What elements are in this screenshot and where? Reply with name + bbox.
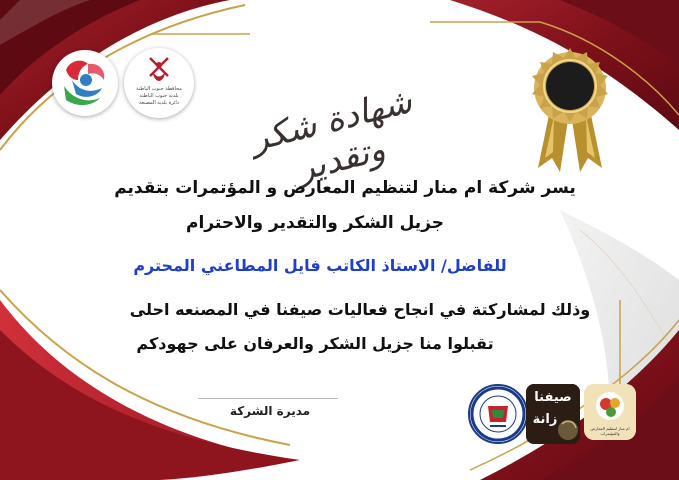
- municipality-logo: [124, 48, 194, 118]
- municipality-text-1: محافظة جنوب الباطنة: [136, 86, 182, 92]
- certificate-title: شهادة شكر وتقدير: [246, 81, 416, 190]
- saifna-text-1: صيفنا: [534, 390, 572, 405]
- club-emblem-icon: [470, 386, 526, 442]
- club-logo: [468, 384, 528, 444]
- health-hands-logo: [52, 50, 118, 116]
- recipient-line: للفاضل/ الاستاذ الكاتب فايل المطاعني المحترم: [133, 256, 507, 275]
- signature-label: مديرة الشركة: [229, 404, 311, 418]
- sponsor-text: ام منار لتنظيم المعارض والمؤتمرات: [590, 426, 630, 436]
- saifna-text-2: زانة: [532, 412, 558, 427]
- intro-line: يسر شركة ام منار لتنظيم المعارض و المؤتمرات بتقديم: [114, 178, 576, 198]
- reason-line: وذلك لمشاركتة في انجاح فعاليات صيفنا في المصنعه احلى: [129, 300, 591, 319]
- medal-seal-icon: [520, 40, 620, 180]
- sponsor-logo: [584, 384, 636, 440]
- municipality-text-2: بلدية جنوب الباطنة: [139, 93, 179, 99]
- municipality-text-3: دائرة بلدية المصنعة: [138, 100, 180, 106]
- health-hands-logo-icon: [52, 50, 118, 116]
- thanks-line: جزيل الشكر والتقدير والاحترام: [186, 213, 444, 233]
- saifna-logo: [526, 384, 580, 444]
- municipality-emblem-icon: [124, 48, 194, 118]
- signature-rule: [198, 398, 338, 399]
- closing-line: تقبلوا منا جزيل الشكر والعرفان على جهودكم: [136, 334, 494, 353]
